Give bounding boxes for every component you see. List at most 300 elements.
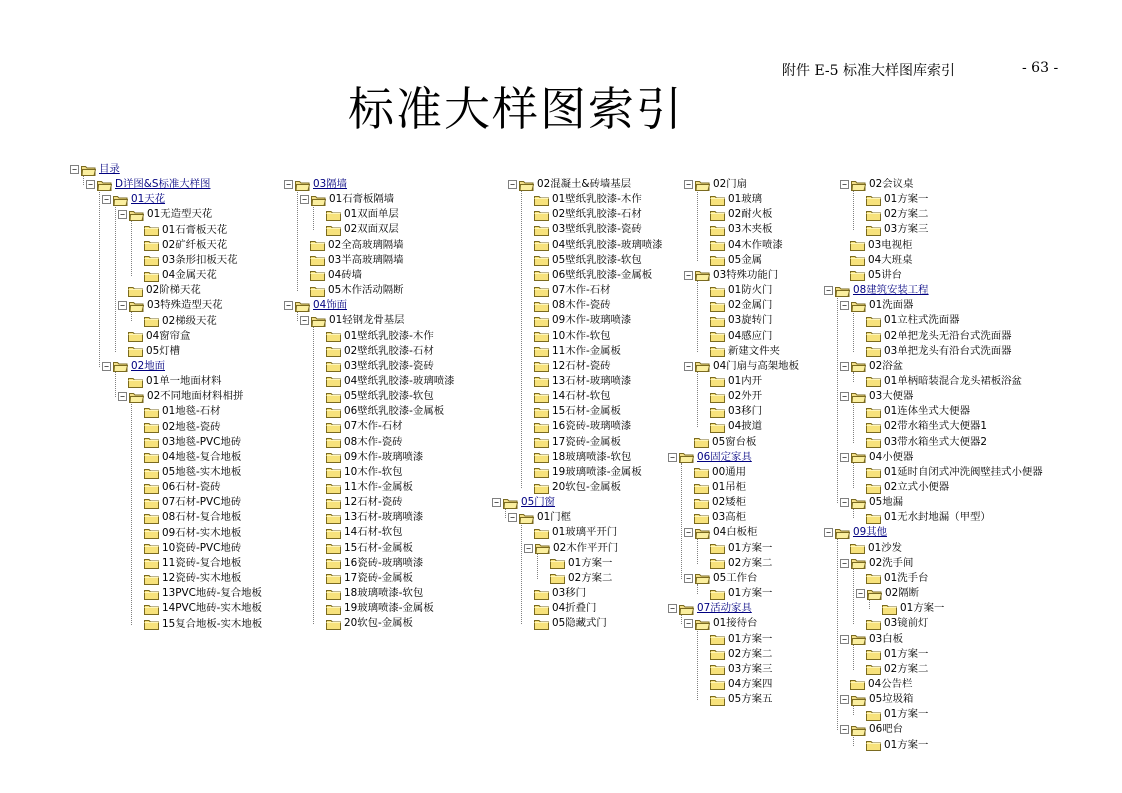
folder-open-icon — [695, 528, 710, 538]
tree-folder[interactable] — [534, 525, 617, 540]
folder-open-icon — [311, 195, 326, 205]
collapse-toggle-icon[interactable]: − — [300, 195, 309, 204]
tree-folder[interactable] — [534, 359, 611, 374]
folder-icon — [866, 649, 881, 659]
tree-folder[interactable] — [710, 313, 772, 328]
header-caption: 附件 E-5 标准大样图库索引 — [782, 63, 956, 79]
tree-folder[interactable] — [534, 435, 621, 450]
tree-item-label: 02双面双层 — [344, 223, 399, 236]
collapse-toggle-icon[interactable]: − — [86, 180, 95, 189]
tree-item-label: 02门扇 — [713, 178, 748, 190]
tree-folder-expanded[interactable] — [118, 389, 243, 404]
folder-icon — [326, 589, 341, 599]
tree-folder[interactable] — [710, 222, 772, 237]
tree-folder[interactable] — [310, 253, 404, 268]
tree-folder-expanded[interactable] — [840, 389, 913, 404]
tree-item-label: 02会议桌 — [869, 178, 914, 190]
tree-item-label: 01立柱式洗面器 — [884, 314, 960, 327]
tree-folder[interactable] — [326, 419, 403, 434]
collapse-toggle-icon[interactable]: − — [102, 362, 111, 371]
tree-folder[interactable] — [866, 616, 928, 631]
tree-item-label: 02壁纸乳胶漆-石材 — [344, 344, 434, 357]
tree-folder[interactable] — [144, 601, 262, 616]
tree-folder[interactable] — [144, 314, 217, 329]
tree-folder[interactable] — [710, 238, 783, 253]
tree-item-label: 11木作-金属板 — [344, 481, 413, 493]
tree-item-label: 08木作-瓷砖 — [552, 299, 611, 312]
tree-folder-expanded[interactable] — [70, 162, 120, 177]
folder-open-icon — [695, 270, 710, 280]
folder-open-icon — [295, 180, 310, 190]
tree-folder-expanded[interactable] — [684, 525, 757, 540]
tree-connector — [131, 402, 132, 624]
tree-folder[interactable] — [144, 238, 227, 253]
tree-folder-expanded[interactable] — [86, 177, 210, 192]
tree-folder[interactable] — [144, 510, 241, 525]
tree-folder[interactable] — [710, 329, 772, 344]
tree-connector — [697, 629, 698, 700]
tree-folder[interactable] — [326, 222, 399, 237]
tree-folder[interactable] — [144, 571, 241, 586]
folder-icon — [534, 452, 549, 462]
tree-folder[interactable] — [850, 238, 912, 253]
tree-folder[interactable] — [882, 601, 944, 616]
collapse-toggle-icon[interactable]: − — [508, 513, 517, 522]
tree-folder-expanded[interactable] — [668, 450, 752, 465]
tree-folder[interactable] — [534, 298, 611, 313]
tree-folder-expanded[interactable] — [824, 525, 887, 540]
tree-item-label: 03白板 — [869, 632, 904, 645]
folder-icon — [710, 301, 725, 311]
tree-folder[interactable] — [866, 465, 1043, 480]
tree-folder-expanded[interactable] — [684, 571, 757, 586]
tree-folder-expanded[interactable] — [300, 192, 394, 207]
collapse-toggle-icon[interactable]: − — [300, 316, 309, 325]
tree-folder[interactable] — [866, 480, 949, 495]
collapse-toggle-icon[interactable]: − — [824, 528, 833, 537]
tree-folder[interactable] — [866, 435, 987, 450]
page-number: - 63 - — [1022, 60, 1059, 76]
tree-connector — [521, 190, 522, 488]
tree-item-label: 07石材-PVC地砖 — [162, 496, 242, 509]
tree-folder[interactable] — [144, 480, 221, 495]
collapse-toggle-icon[interactable]: − — [840, 301, 849, 310]
folder-icon — [326, 528, 341, 538]
folder-icon — [326, 452, 341, 462]
collapse-toggle-icon[interactable]: − — [840, 392, 849, 401]
collapse-toggle-icon[interactable]: − — [840, 453, 849, 462]
collapse-toggle-icon[interactable]: − — [684, 180, 693, 189]
tree-folder-expanded[interactable] — [840, 556, 913, 571]
tree-item-label: 19玻璃喷漆-金属板 — [344, 602, 434, 615]
tree-folder[interactable] — [534, 283, 611, 298]
tree-item-label: 02金属门 — [728, 299, 773, 312]
tree-item-label: 04公告栏 — [868, 677, 913, 690]
tree-folder[interactable] — [144, 465, 241, 480]
tree-item-label: 05地毯-实木地板 — [162, 466, 242, 478]
tree-folder[interactable] — [710, 192, 762, 207]
tree-folder[interactable] — [866, 647, 928, 662]
tree-folder-expanded[interactable] — [492, 495, 555, 510]
tree-folder[interactable] — [534, 419, 631, 434]
tree-folder[interactable] — [866, 707, 928, 722]
tree-folder[interactable] — [534, 404, 621, 419]
collapse-toggle-icon[interactable]: − — [684, 528, 693, 537]
folder-icon — [310, 286, 325, 296]
tree-item-label: 01地毯-石材 — [162, 405, 221, 418]
tree-folder-expanded[interactable] — [118, 207, 212, 222]
tree-folder-expanded[interactable] — [508, 177, 631, 192]
tree-folder[interactable] — [710, 632, 772, 647]
tree-folder[interactable] — [144, 617, 262, 632]
tree-folder[interactable] — [710, 419, 762, 434]
tree-folder[interactable] — [326, 374, 455, 389]
tree-folder[interactable] — [534, 450, 631, 465]
collapse-toggle-icon[interactable]: − — [840, 498, 849, 507]
tree-folder[interactable] — [326, 344, 434, 359]
tree-folder[interactable] — [866, 222, 928, 237]
tree-item-label: 03特殊造型天花 — [147, 299, 223, 312]
tree-folder[interactable] — [866, 662, 928, 677]
collapse-toggle-icon[interactable]: − — [492, 498, 501, 507]
tree-item-label: 02梯级天花 — [162, 314, 217, 327]
tree-folder[interactable] — [850, 677, 912, 692]
tree-folder[interactable] — [326, 541, 413, 556]
tree-folder[interactable] — [710, 556, 772, 571]
tree-folder[interactable] — [866, 313, 960, 328]
tree-folder-expanded[interactable] — [840, 495, 903, 510]
tree-folder[interactable] — [866, 510, 991, 525]
tree-folder[interactable] — [534, 253, 642, 268]
folder-icon — [866, 664, 881, 674]
folder-open-icon — [113, 195, 128, 205]
tree-item-label: 02耐火板 — [728, 208, 773, 221]
tree-folder[interactable] — [534, 222, 642, 237]
tree-folder-expanded[interactable] — [824, 283, 929, 298]
folder-icon — [326, 407, 341, 417]
folder-icon — [866, 195, 881, 205]
tree-folder-expanded[interactable] — [684, 177, 747, 192]
tree-folder[interactable] — [144, 541, 241, 556]
tree-folder[interactable] — [550, 556, 612, 571]
folder-icon — [710, 589, 725, 599]
tree-folder[interactable] — [534, 344, 621, 359]
tree-folder[interactable] — [326, 601, 434, 616]
collapse-toggle-icon[interactable]: − — [118, 392, 127, 401]
tree-folder[interactable] — [866, 404, 970, 419]
tree-folder[interactable] — [710, 207, 772, 222]
tree-folder[interactable] — [128, 329, 190, 344]
collapse-toggle-icon[interactable]: − — [118, 210, 127, 219]
tree-item-label: 02矮柜 — [712, 496, 747, 509]
tree-item-label: 01方案一 — [728, 632, 773, 645]
folder-icon — [326, 346, 341, 356]
tree-folder-expanded[interactable] — [684, 359, 799, 374]
tree-item-label: 14石材-软包 — [344, 526, 403, 539]
tree-folder-expanded[interactable] — [668, 601, 752, 616]
tree-folder[interactable] — [850, 253, 912, 268]
tree-item-label: 04大班桌 — [868, 253, 913, 266]
folder-icon — [534, 301, 549, 311]
tree-folder-expanded[interactable] — [840, 177, 913, 192]
tree-folder[interactable] — [144, 253, 238, 268]
collapse-toggle-icon[interactable]: − — [118, 301, 127, 310]
tree-folder-expanded[interactable] — [684, 616, 757, 631]
tree-item-label: 01玻璃平开门 — [552, 526, 618, 539]
tree-folder[interactable] — [866, 329, 1012, 344]
tree-folder[interactable] — [128, 344, 180, 359]
tree-item-label: 01洗面器 — [869, 299, 914, 312]
tree-folder-expanded[interactable] — [840, 359, 903, 374]
tree-item-label: 06石材-瓷砖 — [162, 481, 221, 494]
tree-folder[interactable] — [694, 465, 746, 480]
tree-connector — [853, 645, 854, 670]
tree-folder[interactable] — [144, 450, 241, 465]
tree-item-label: 01内开 — [728, 374, 763, 387]
tree-item-label: 03镜前灯 — [884, 617, 929, 630]
tree-item-label: 02不同地面材料相拼 — [147, 390, 244, 403]
tree-connector — [853, 402, 854, 442]
tree-folder[interactable] — [128, 283, 201, 298]
tree-folder[interactable] — [144, 223, 227, 238]
tree-folder-expanded[interactable] — [684, 268, 778, 283]
tree-folder[interactable] — [144, 404, 221, 419]
collapse-toggle-icon[interactable]: − — [856, 589, 865, 598]
tree-folder[interactable] — [144, 495, 241, 510]
tree-folder[interactable] — [534, 389, 611, 404]
tree-folder[interactable] — [144, 435, 241, 450]
tree-folder-expanded[interactable] — [508, 510, 571, 525]
tree-folder[interactable] — [850, 541, 902, 556]
folder-icon — [710, 225, 725, 235]
tree-folder[interactable] — [850, 268, 902, 283]
tree-item-label: 02方案二 — [728, 556, 773, 569]
tree-folder[interactable] — [326, 404, 444, 419]
tree-item-label: 05隐藏式门 — [552, 617, 607, 630]
tree-folder-expanded[interactable] — [840, 722, 903, 737]
tree-folder[interactable] — [866, 571, 928, 586]
tree-item-label: 03高柜 — [712, 511, 747, 524]
tree-folder[interactable] — [866, 374, 1022, 389]
tree-item-label: 04白板柜 — [713, 526, 758, 539]
tree-item-label: 02混凝土&砖墙基层 — [537, 178, 632, 190]
collapse-toggle-icon[interactable]: − — [508, 180, 517, 189]
folder-open-icon — [695, 573, 710, 583]
tree-connector — [837, 296, 838, 503]
collapse-toggle-icon[interactable]: − — [524, 544, 533, 553]
collapse-toggle-icon[interactable]: − — [684, 362, 693, 371]
tree-item-label: 01壁纸乳胶漆-木作 — [552, 193, 642, 206]
tree-folder[interactable] — [710, 541, 772, 556]
tree-folder[interactable] — [694, 510, 746, 525]
tree-folder[interactable] — [710, 344, 780, 359]
tree-folder-expanded[interactable] — [856, 586, 919, 601]
folder-open-icon — [695, 619, 710, 629]
tree-folder[interactable] — [866, 344, 1012, 359]
collapse-toggle-icon[interactable]: − — [840, 725, 849, 734]
tree-folder[interactable] — [326, 359, 434, 374]
tree-folder-expanded[interactable] — [102, 192, 165, 207]
tree-folder[interactable] — [128, 374, 222, 389]
tree-connector — [681, 463, 682, 579]
collapse-toggle-icon[interactable]: − — [840, 362, 849, 371]
tree-folder[interactable] — [326, 571, 413, 586]
tree-folder[interactable] — [310, 283, 404, 298]
tree-folder[interactable] — [534, 586, 586, 601]
folder-icon — [694, 513, 709, 523]
tree-folder[interactable] — [326, 616, 413, 631]
tree-folder-expanded[interactable] — [840, 450, 913, 465]
tree-item-label: 15复合地板-实木地板 — [162, 617, 263, 630]
tree-folder[interactable] — [144, 556, 241, 571]
collapse-toggle-icon[interactable]: − — [668, 604, 677, 613]
collapse-toggle-icon[interactable]: − — [684, 619, 693, 628]
tree-item-label: 16瓷砖-玻璃喷漆 — [552, 420, 632, 433]
tree-folder[interactable] — [534, 207, 642, 222]
tree-folder[interactable] — [866, 207, 928, 222]
tree-connector — [99, 190, 100, 367]
tree-folder[interactable] — [326, 389, 434, 404]
tree-item-label: 03带水箱坐式大便器2 — [884, 435, 987, 448]
tree-folder[interactable] — [310, 238, 404, 253]
tree-item-label: 04小便器 — [869, 450, 914, 463]
tree-folder-expanded[interactable] — [840, 298, 913, 313]
tree-item-label: 07木作-石材 — [344, 420, 403, 433]
collapse-toggle-icon[interactable]: − — [668, 453, 677, 462]
folder-icon — [866, 422, 881, 432]
tree-folder-expanded[interactable] — [524, 541, 618, 556]
folder-icon — [144, 619, 159, 629]
tree-folder[interactable] — [326, 465, 403, 480]
folder-open-icon — [695, 361, 710, 371]
collapse-toggle-icon[interactable]: − — [840, 635, 849, 644]
collapse-toggle-icon[interactable]: − — [824, 286, 833, 295]
tree-folder[interactable] — [326, 510, 423, 525]
tree-item-label: 08建筑安装工程 — [853, 284, 929, 297]
tree-item-label: 03地毯-PVC地砖 — [162, 435, 242, 448]
tree-folder[interactable] — [710, 647, 772, 662]
tree-folder-expanded[interactable] — [300, 313, 405, 328]
tree-folder[interactable] — [534, 374, 631, 389]
collapse-toggle-icon[interactable]: − — [284, 301, 293, 310]
tree-folder[interactable] — [866, 738, 928, 753]
tree-folder[interactable] — [710, 662, 772, 677]
tree-folder[interactable] — [326, 586, 423, 601]
tree-folder[interactable] — [326, 495, 403, 510]
collapse-toggle-icon[interactable]: − — [284, 180, 293, 189]
tree-folder[interactable] — [326, 556, 423, 571]
tree-folder[interactable] — [550, 571, 612, 586]
tree-folder[interactable] — [694, 435, 756, 450]
tree-folder[interactable] — [710, 586, 772, 601]
tree-folder[interactable] — [710, 283, 772, 298]
tree-folder[interactable] — [326, 207, 399, 222]
tree-folder[interactable] — [534, 329, 611, 344]
folder-open-icon — [851, 695, 866, 705]
folder-icon — [710, 346, 725, 356]
tree-folder[interactable] — [144, 420, 221, 435]
tree-folder[interactable] — [710, 404, 762, 419]
tree-folder[interactable] — [534, 268, 652, 283]
folder-icon — [850, 543, 865, 553]
tree-folder[interactable] — [534, 616, 607, 631]
folder-icon — [534, 376, 549, 386]
tree-item-label: 03大便器 — [869, 390, 914, 403]
tree-connector — [115, 205, 116, 352]
collapse-toggle-icon[interactable]: − — [840, 180, 849, 189]
tree-folder[interactable] — [326, 329, 434, 344]
folder-open-icon — [851, 452, 866, 462]
folder-icon — [534, 437, 549, 447]
tree-item-label: 03电视柜 — [868, 238, 913, 251]
folder-icon — [534, 286, 549, 296]
tree-item-label: 06固定家具 — [697, 450, 752, 463]
tree-folder[interactable] — [710, 374, 762, 389]
tree-folder[interactable] — [710, 692, 772, 707]
folder-icon — [850, 270, 865, 280]
tree-folder-expanded[interactable] — [118, 298, 223, 313]
tree-folder[interactable] — [326, 450, 423, 465]
tree-folder[interactable] — [326, 525, 403, 540]
collapse-toggle-icon[interactable]: − — [684, 271, 693, 280]
collapse-toggle-icon[interactable]: − — [684, 574, 693, 583]
collapse-toggle-icon[interactable]: − — [102, 195, 111, 204]
tree-folder[interactable] — [310, 268, 362, 283]
tree-folder[interactable] — [866, 192, 928, 207]
tree-folder[interactable] — [694, 480, 746, 495]
tree-folder[interactable] — [710, 298, 772, 313]
folder-open-icon — [679, 452, 694, 462]
folder-icon — [710, 331, 725, 341]
tree-item-label: 02地毯-瓷砖 — [162, 420, 221, 433]
tree-item-label: 10瓷砖-PVC地砖 — [162, 541, 242, 554]
tree-folder-expanded[interactable] — [840, 632, 903, 647]
tree-item-label: 03旋转门 — [728, 314, 773, 327]
tree-folder[interactable] — [694, 495, 746, 510]
tree-folder-expanded[interactable] — [840, 692, 913, 707]
folder-icon — [144, 316, 159, 326]
tree-folder[interactable] — [866, 419, 987, 434]
tree-folder-expanded[interactable] — [284, 177, 347, 192]
tree-folder[interactable] — [710, 677, 772, 692]
tree-folder[interactable] — [710, 253, 762, 268]
collapse-toggle-icon[interactable]: − — [840, 695, 849, 704]
tree-item-label: 09木作-玻璃喷漆 — [344, 450, 424, 463]
tree-folder[interactable] — [326, 435, 403, 450]
tree-folder[interactable] — [144, 526, 241, 541]
collapse-toggle-icon[interactable]: − — [70, 165, 79, 174]
tree-folder[interactable] — [144, 586, 262, 601]
tree-item-label: 03隔墙 — [313, 178, 348, 190]
tree-folder[interactable] — [534, 465, 642, 480]
folder-icon — [710, 543, 725, 553]
tree-item-label: 04饰面 — [313, 299, 348, 312]
folder-icon — [144, 468, 159, 478]
tree-folder[interactable] — [534, 192, 642, 207]
tree-folder[interactable] — [534, 238, 663, 253]
tree-folder[interactable] — [710, 389, 762, 404]
tree-folder[interactable] — [534, 601, 596, 616]
tree-folder[interactable] — [534, 313, 631, 328]
folder-icon — [144, 498, 159, 508]
tree-folder[interactable] — [326, 480, 413, 495]
collapse-toggle-icon[interactable]: − — [840, 559, 849, 568]
tree-folder-expanded[interactable] — [102, 359, 165, 374]
tree-folder-expanded[interactable] — [284, 298, 347, 313]
tree-folder[interactable] — [144, 268, 217, 283]
tree-folder[interactable] — [534, 480, 621, 495]
tree-item-label: 12石材-瓷砖 — [552, 359, 611, 372]
